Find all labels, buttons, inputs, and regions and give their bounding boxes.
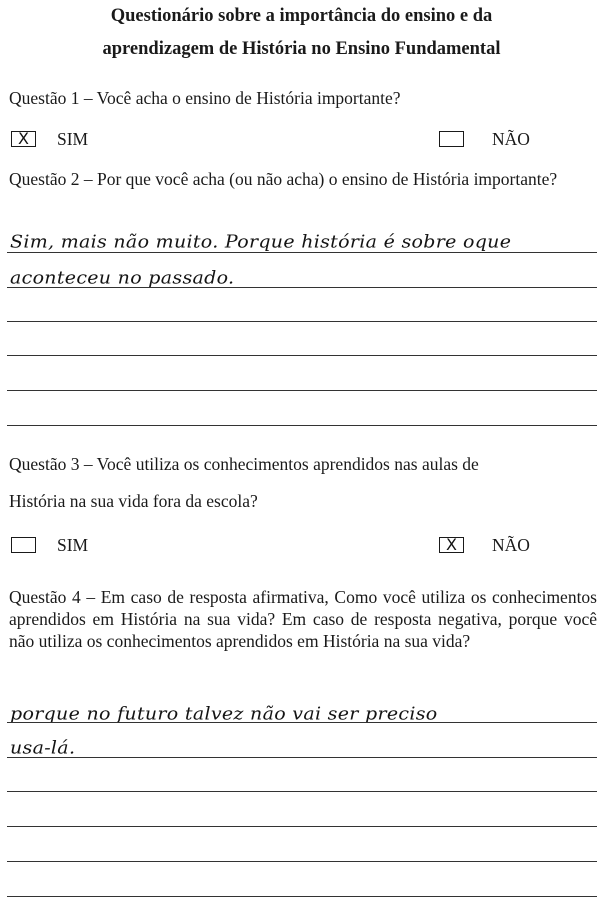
q4-answer-line-2[interactable]: usa-lá. (10, 737, 76, 759)
answer-line (7, 390, 597, 391)
answer-line (7, 355, 597, 356)
answer-line (7, 287, 597, 288)
question-4-text: Questão 4 – Em caso de resposta afirmativa, Como você utiliza os conhecimentos aprendidos em História na sua vida? Em caso de resposta negativa, porque você não utiliza os conhecimentos aprendidos em História na sua vida? (9, 587, 597, 651)
answer-line (7, 722, 597, 723)
answer-line (7, 861, 597, 862)
q1-no-label: NÃO (492, 129, 530, 149)
answer-line (7, 826, 597, 827)
q3-option-no[interactable] (439, 534, 530, 556)
q3-yes-checkbox[interactable] (11, 537, 36, 553)
question-3-text-line-2: História na sua vida fora da escola? (9, 491, 258, 511)
answer-line (7, 757, 597, 758)
form-title-line-2: aprendizagem de História no Ensino Fundamental (102, 39, 501, 59)
q1-option-no[interactable] (439, 128, 530, 150)
answer-line (7, 252, 597, 253)
q3-option-yes[interactable] (11, 534, 88, 556)
q3-no-label: NÃO (492, 535, 530, 555)
q1-option-yes[interactable] (11, 128, 88, 150)
question-1-text: Questão 1 – Você acha o ensino de História importante? (9, 88, 401, 108)
q1-yes-label: SIM (57, 129, 89, 149)
answer-line (7, 791, 597, 792)
q1-no-checkbox[interactable] (439, 131, 464, 147)
q3-yes-label: SIM (57, 535, 89, 555)
q2-answer-line-2[interactable]: aconteceu no passado. (10, 267, 235, 289)
q3-no-checkbox[interactable] (439, 537, 464, 553)
checkmark-x-icon: X (18, 129, 29, 148)
answer-line (7, 896, 597, 897)
answer-line (7, 425, 597, 426)
question-2-text: Questão 2 – Por que você acha (ou não acha) o ensino de História importante? (9, 169, 558, 189)
q1-yes-checkbox[interactable] (11, 131, 36, 147)
q2-answer-line-1[interactable]: Sim, mais não muito. Porque história é sobre oque (10, 231, 512, 253)
question-3-text-line-1: Questão 3 – Você utiliza os conhecimentos aprendidos nas aulas de (9, 454, 479, 474)
checkmark-x-icon: X (446, 535, 457, 554)
q4-answer-line-1[interactable]: porque no futuro talvez não vai ser preciso (10, 703, 438, 725)
form-title-line-1: Questionário sobre a importância do ensino e da (110, 6, 493, 26)
answer-line (7, 321, 597, 322)
